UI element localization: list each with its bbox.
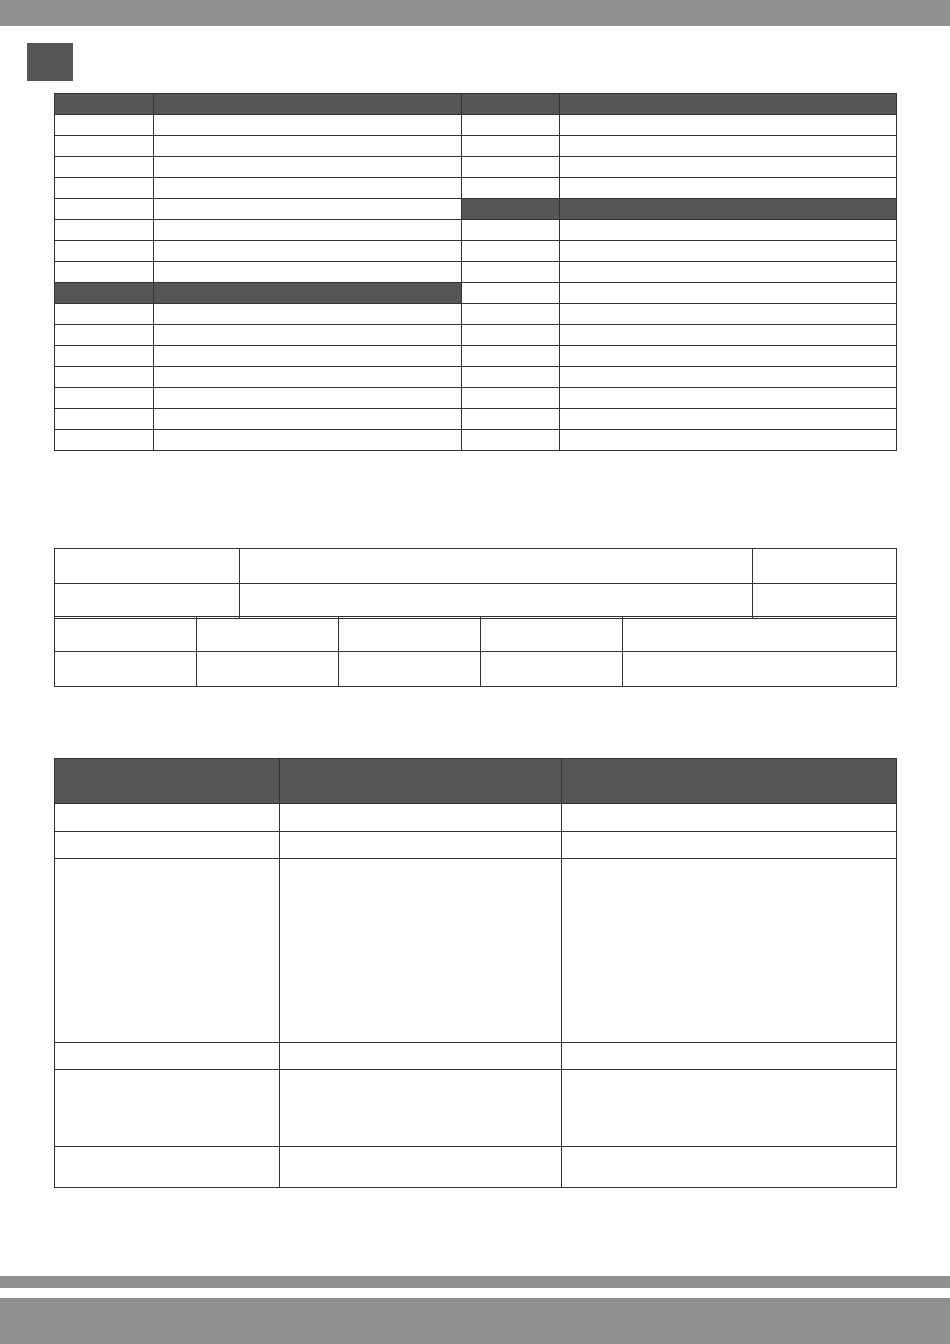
codes-cell — [154, 325, 462, 346]
main-cell — [562, 832, 897, 859]
codes-cell — [462, 262, 560, 283]
main-table — [54, 758, 897, 1188]
codes-cell — [560, 157, 897, 178]
codes-cell — [560, 325, 897, 346]
codes-cell — [154, 157, 462, 178]
codes-cell — [55, 220, 154, 241]
main-cell — [280, 859, 562, 1043]
codes-cell — [154, 430, 462, 451]
codes-row — [55, 283, 897, 304]
codes-header-cell — [560, 199, 897, 220]
codes-cell — [55, 346, 154, 367]
info-b-row — [55, 652, 897, 687]
info-b-cell — [339, 652, 481, 687]
codes-cell — [55, 241, 154, 262]
info-a-cell — [240, 549, 753, 584]
codes-cell — [154, 199, 462, 220]
info-a-cell — [753, 549, 897, 584]
codes-cell — [55, 388, 154, 409]
codes-cell — [462, 367, 560, 388]
info-b-cell — [623, 652, 897, 687]
main-cell — [562, 859, 897, 1043]
codes-cell — [560, 367, 897, 388]
main-header-cell — [562, 759, 897, 804]
codes-cell — [55, 178, 154, 199]
codes-header-cell — [462, 199, 560, 220]
codes-cell — [55, 409, 154, 430]
main-cell — [562, 1043, 897, 1070]
codes-row — [55, 157, 897, 178]
codes-cell — [55, 157, 154, 178]
info-table-a — [54, 548, 897, 619]
main-cell — [55, 1147, 280, 1188]
codes-cell — [462, 115, 560, 136]
codes-cell — [55, 430, 154, 451]
codes-cell — [154, 304, 462, 325]
codes-cell — [560, 430, 897, 451]
main-row — [55, 1070, 897, 1147]
codes-cell — [154, 262, 462, 283]
main-cell — [55, 1070, 280, 1147]
main-header-cell — [55, 759, 280, 804]
codes-cell — [560, 115, 897, 136]
codes-cell — [560, 136, 897, 157]
codes-cell — [462, 220, 560, 241]
main-cell — [562, 1147, 897, 1188]
main-cell — [55, 804, 280, 832]
codes-header-cell — [154, 94, 462, 115]
codes-cell — [560, 409, 897, 430]
codes-row — [55, 94, 897, 115]
page-marker — [27, 43, 73, 81]
codes-row — [55, 115, 897, 136]
info-a-cell — [55, 549, 240, 584]
codes-cell — [154, 178, 462, 199]
bottom-band — [0, 1298, 950, 1344]
main-header-row — [55, 759, 897, 804]
codes-table — [54, 93, 897, 451]
info-a-cell — [240, 584, 753, 619]
codes-cell — [560, 220, 897, 241]
codes-cell — [462, 409, 560, 430]
main-cell — [562, 804, 897, 832]
info-table-b — [54, 616, 897, 687]
main-cell — [280, 804, 562, 832]
codes-row — [55, 262, 897, 283]
codes-header-cell — [154, 283, 462, 304]
bottom-line — [0, 1276, 950, 1288]
main-cell — [55, 1043, 280, 1070]
main-row — [55, 1043, 897, 1070]
codes-cell — [560, 283, 897, 304]
codes-row — [55, 430, 897, 451]
info-b-cell — [481, 652, 623, 687]
codes-cell — [560, 388, 897, 409]
codes-row — [55, 367, 897, 388]
main-cell — [55, 859, 280, 1043]
main-header-cell — [280, 759, 562, 804]
codes-row — [55, 136, 897, 157]
main-cell — [55, 832, 280, 859]
codes-cell — [560, 262, 897, 283]
codes-cell — [55, 115, 154, 136]
main-cell — [280, 1147, 562, 1188]
codes-cell — [154, 367, 462, 388]
codes-row — [55, 388, 897, 409]
info-a-cell — [753, 584, 897, 619]
info-b-cell — [197, 652, 339, 687]
codes-row — [55, 199, 897, 220]
codes-cell — [154, 136, 462, 157]
codes-header-cell — [462, 94, 560, 115]
codes-row — [55, 409, 897, 430]
info-a-cell — [55, 584, 240, 619]
info-b-cell — [55, 652, 197, 687]
codes-cell — [55, 304, 154, 325]
main-row — [55, 832, 897, 859]
codes-cell — [55, 199, 154, 220]
info-b-row — [55, 617, 897, 652]
codes-row — [55, 178, 897, 199]
codes-row — [55, 241, 897, 262]
codes-cell — [154, 220, 462, 241]
codes-cell — [55, 367, 154, 388]
codes-cell — [55, 325, 154, 346]
codes-cell — [560, 178, 897, 199]
codes-cell — [55, 262, 154, 283]
info-b-cell — [55, 617, 197, 652]
codes-cell — [462, 388, 560, 409]
main-row — [55, 804, 897, 832]
codes-cell — [462, 178, 560, 199]
info-b-cell — [197, 617, 339, 652]
codes-cell — [462, 283, 560, 304]
codes-cell — [154, 115, 462, 136]
codes-header-cell — [55, 283, 154, 304]
info-b-cell — [481, 617, 623, 652]
codes-cell — [154, 241, 462, 262]
info-b-cell — [623, 617, 897, 652]
info-a-row — [55, 584, 897, 619]
main-row — [55, 1147, 897, 1188]
main-cell — [280, 1070, 562, 1147]
codes-cell — [462, 157, 560, 178]
codes-cell — [560, 346, 897, 367]
codes-cell — [462, 136, 560, 157]
codes-cell — [462, 304, 560, 325]
codes-header-cell — [55, 94, 154, 115]
codes-cell — [560, 241, 897, 262]
codes-cell — [55, 136, 154, 157]
codes-cell — [462, 346, 560, 367]
info-b-cell — [339, 617, 481, 652]
main-cell — [562, 1070, 897, 1147]
main-row — [55, 859, 897, 1043]
codes-cell — [462, 430, 560, 451]
codes-cell — [154, 409, 462, 430]
codes-cell — [462, 241, 560, 262]
codes-cell — [154, 388, 462, 409]
codes-row — [55, 325, 897, 346]
codes-row — [55, 220, 897, 241]
info-a-row — [55, 549, 897, 584]
codes-row — [55, 304, 897, 325]
codes-row — [55, 346, 897, 367]
codes-cell — [560, 304, 897, 325]
top-band — [0, 0, 950, 26]
codes-cell — [154, 346, 462, 367]
codes-cell — [462, 325, 560, 346]
main-cell — [280, 832, 562, 859]
main-cell — [280, 1043, 562, 1070]
codes-header-cell — [560, 94, 897, 115]
